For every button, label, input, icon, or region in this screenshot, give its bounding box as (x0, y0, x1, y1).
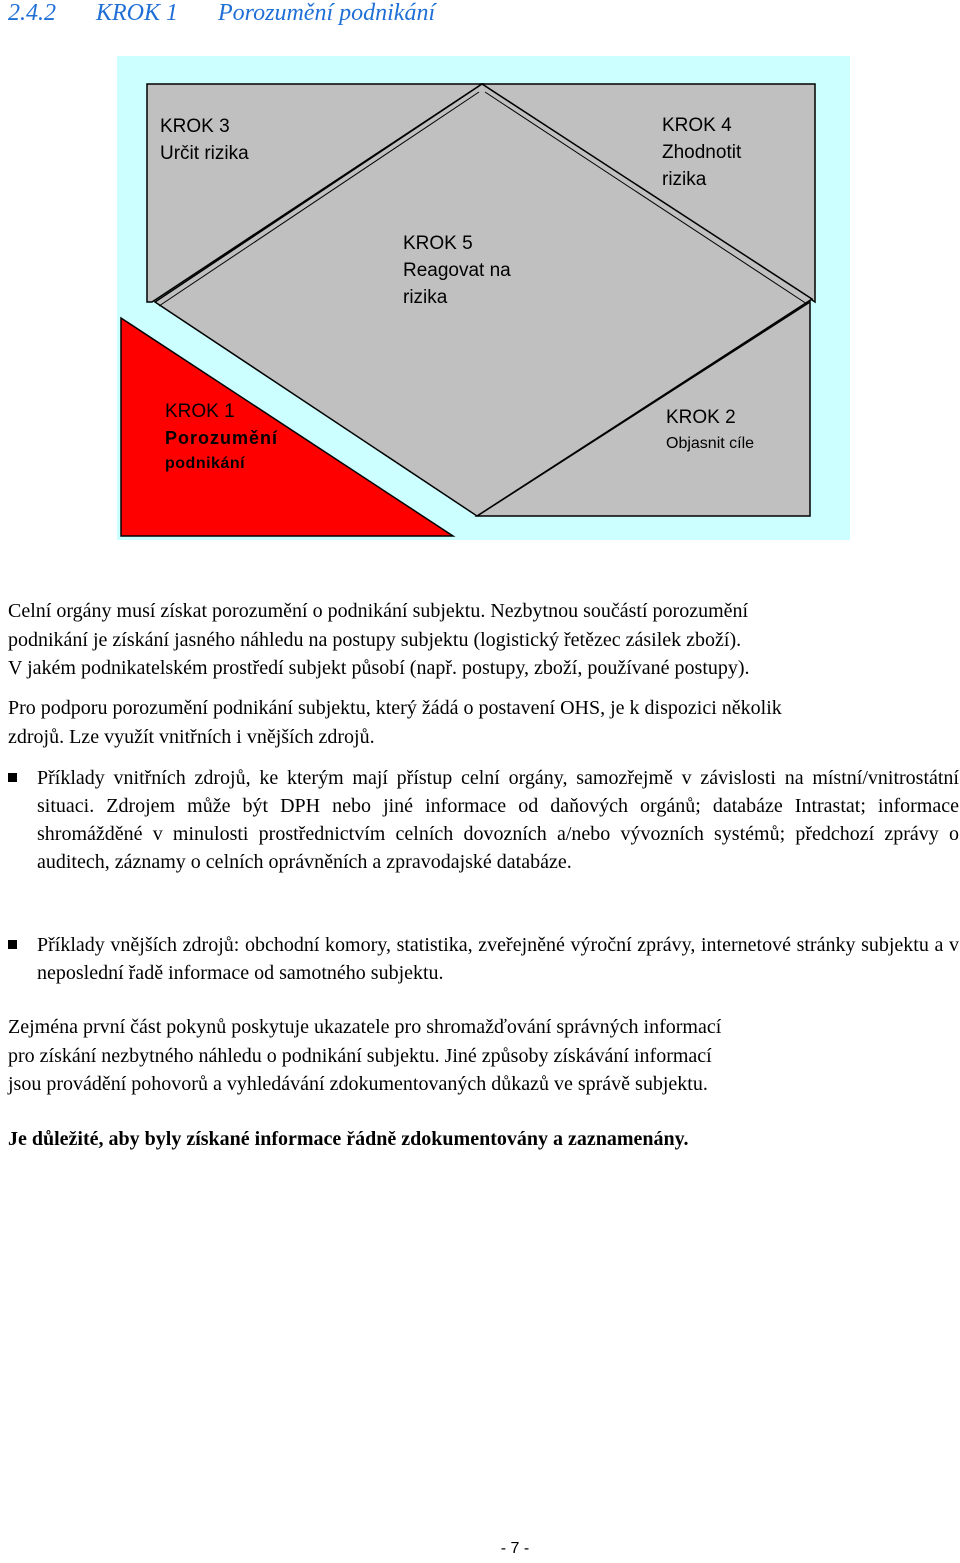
step4-title: KROK 4 (662, 115, 732, 136)
step2-text: Objasnit cíle (666, 435, 755, 452)
paragraph-4 (8, 1125, 689, 1154)
page-number: - 7 - (500, 1540, 530, 1557)
step4-text-1: Zhodnotit (662, 142, 742, 163)
paragraph-3-line-1: Zejména první část pokynů poskytuje ukazatele pro shromažďování správných informací (8, 1016, 722, 1038)
paragraph-4-text: Je důležité, aby byly získané informace řádně zdokumentovány a zaznamenány. (8, 1128, 689, 1150)
risk-management-diagram (117, 56, 850, 540)
step5-text-1: Reagovat na (403, 260, 511, 281)
paragraph-2 (8, 694, 782, 751)
step4-label (662, 112, 741, 193)
step2-label (666, 405, 754, 457)
paragraph-2-line-1: Pro podporu porozumění podnikání subjektu, který žádá o postavení OHS, je k dispozici několik (8, 697, 782, 719)
paragraph-3-line-3: jsou provádění pohovorů a vyhledávání zdokumentovaných důkazů ve správě subjektu. (8, 1073, 708, 1095)
bullet-external-text: Příklady vnějších zdrojů: obchodní komory, statistika, zveřejněné výroční zprávy, internetové stránky subjektu a v neposlední řadě informace od samotného subjektu. (37, 934, 959, 984)
paragraph-1-line-1: Celní orgány musí získat porozumění o podnikání subjektu. Nezbytnou součástí porozumění (8, 600, 749, 622)
bullet-internal-text: Příklady vnitřních zdrojů, ke kterým mají přístup celní orgány, samozřejmě v závislosti na místní/vnitrostátní situaci. Zdrojem může být DPH nebo jiné informace od daňových orgánů; databáze Intrastat; informace shromážděné v minulosti prostřednictvím celních dovozních a/nebo vývozních systémů; předchozí zprávy o auditech, záznamy o celních oprávněních a zpravodajské databáze. (37, 767, 959, 873)
paragraph-3-line-2: pro získání nezbytného náhledu o podnikání subjektu. Jiné způsoby získávání informací (8, 1044, 712, 1067)
step5-title: KROK 5 (403, 233, 473, 254)
step5-label (403, 230, 511, 311)
paragraph-2-line-2: zdrojů. Lze využít vnitřních i vnějších zdrojů. (8, 725, 375, 748)
step1-text-1: Porozumění (165, 428, 279, 448)
step1-title: KROK 1 (165, 401, 235, 422)
section-step: KROK 1 (96, 0, 179, 26)
paragraph-1-line-3: V jakém podnikatelském prostředí subjekt působí (např. postupy, zboží, používané postupy). (8, 657, 750, 679)
step1-text-2: podnikání (165, 455, 246, 472)
section-title: Porozumění podnikání (218, 0, 436, 26)
step3-text: Určit rizika (160, 143, 249, 164)
bullet-square-icon (8, 940, 17, 949)
paragraph-1-line-2: podnikání je získání jasného náhledu na postupy subjektu (logistický řetězec zásilek zboží). (8, 628, 742, 651)
step2-title: KROK 2 (666, 407, 736, 428)
bullet-square-icon (8, 773, 17, 782)
paragraph-1 (8, 597, 750, 683)
step5-text-2: rizika (403, 287, 448, 308)
paragraph-3 (8, 1013, 721, 1099)
step1-label (165, 399, 278, 477)
section-number: 2.4.2 (8, 0, 56, 26)
step4-text-2: rizika (662, 169, 707, 190)
section-heading (8, 0, 435, 27)
step3-title: KROK 3 (160, 116, 230, 137)
step3-label (160, 113, 249, 167)
